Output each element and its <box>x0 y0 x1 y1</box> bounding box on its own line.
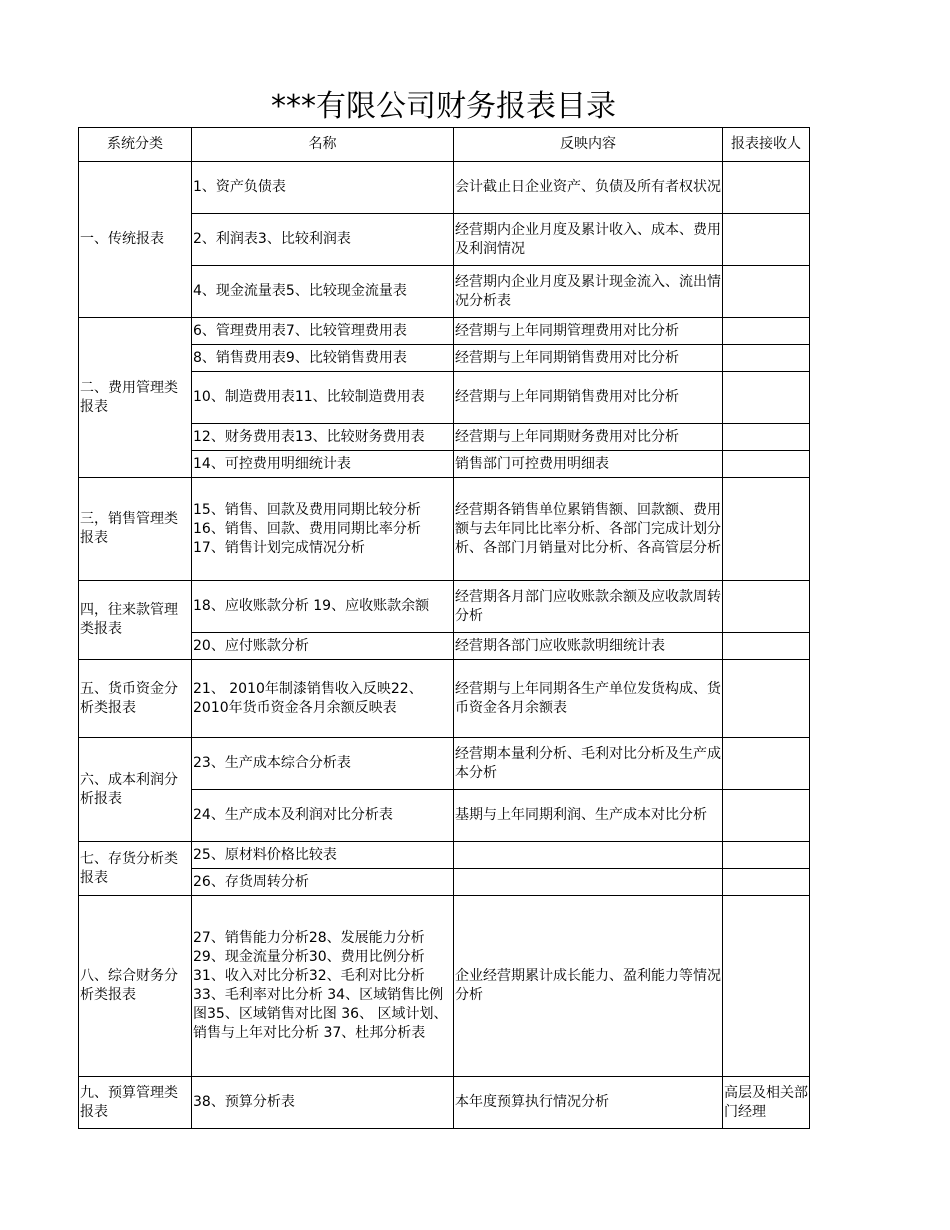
report-content-cell: 本年度预算执行情况分析 <box>454 1077 723 1129</box>
report-content-cell: 经营期各部门应收账款明细统计表 <box>454 633 723 660</box>
report-content-cell: 企业经营期累计成长能力、盈利能力等情况分析 <box>454 896 723 1077</box>
report-receiver-cell <box>723 162 810 214</box>
report-receiver-cell <box>723 581 810 633</box>
report-catalog-table <box>78 127 810 1129</box>
report-content-cell: 经营期与上年同期财务费用对比分析 <box>454 424 723 451</box>
report-name-cell: 12、财务费用表13、比较财务费用表 <box>192 424 454 451</box>
category-cell: 六、成本利润分析报表 <box>79 738 192 842</box>
report-name-cell: 38、预算分析表 <box>192 1077 454 1129</box>
category-cell: 八、综合财务分析类报表 <box>79 896 192 1077</box>
report-content-cell: 会计截止日企业资产、负债及所有者权状况 <box>454 162 723 214</box>
report-receiver-cell: 高层及相关部门经理 <box>723 1077 810 1129</box>
category-cell: 五、货币资金分析类报表 <box>79 660 192 738</box>
report-name-cell: 14、可控费用明细统计表 <box>192 451 454 478</box>
report-content-cell: 销售部门可控费用明细表 <box>454 451 723 478</box>
report-receiver-cell <box>723 424 810 451</box>
category-cell: 九、预算管理类报表 <box>79 1077 192 1129</box>
report-name-cell: 21、 2010年制漆销售收入反映22、 2010年货币资金各月余额反映表 <box>192 660 454 738</box>
report-receiver-cell <box>723 869 810 896</box>
report-receiver-cell <box>723 633 810 660</box>
report-receiver-cell <box>723 896 810 1077</box>
report-name-cell: 27、销售能力分析28、发展能力分析29、现金流量分析30、费用比例分析31、收入对比分析32、毛利对比分析33、毛利率对比分析 34、区域销售比例图35、区域销售对比图 36、 区域计划、销售与上年对比分析 37、杜邦分析表 <box>192 896 454 1077</box>
category-cell: 一、传统报表 <box>79 162 192 318</box>
report-content-cell: 经营期内企业月度及累计现金流入、流出情况分析表 <box>454 266 723 318</box>
report-receiver-cell <box>723 318 810 345</box>
report-content-cell: 经营期各月部门应收账款余额及应收款周转分析 <box>454 581 723 633</box>
category-cell: 三，销售管理类报表 <box>79 478 192 581</box>
report-content-cell: 基期与上年同期利润、生产成本对比分析 <box>454 790 723 842</box>
header-content: 反映内容 <box>454 128 723 162</box>
table-header-row <box>79 128 810 162</box>
report-name-cell: 8、销售费用表9、比较销售费用表 <box>192 345 454 372</box>
report-receiver-cell <box>723 478 810 581</box>
report-name-cell: 15、销售、回款及费用同期比较分析16、销售、回款、费用同期比率分析17、销售计划完成情况分析 <box>192 478 454 581</box>
report-name-cell: 4、现金流量表5、比较现金流量表 <box>192 266 454 318</box>
report-name-cell: 18、应收账款分析 19、应收账款余额 <box>192 581 454 633</box>
report-name-cell: 20、应付账款分析 <box>192 633 454 660</box>
category-cell: 二、费用管理类报表 <box>79 318 192 478</box>
table-row <box>79 660 810 738</box>
report-receiver-cell <box>723 842 810 869</box>
header-category: 系统分类 <box>79 128 192 162</box>
report-name-cell: 6、管理费用表7、比较管理费用表 <box>192 318 454 345</box>
report-content-cell: 经营期本量利分析、毛利对比分析及生产成本分析 <box>454 738 723 790</box>
report-receiver-cell <box>723 451 810 478</box>
report-name-cell: 2、利润表3、比较利润表 <box>192 214 454 266</box>
table-row <box>79 162 810 214</box>
table-row <box>79 478 810 581</box>
report-receiver-cell <box>723 345 810 372</box>
table-row <box>79 896 810 1077</box>
report-name-cell: 25、原材料价格比较表 <box>192 842 454 869</box>
report-content-cell: 经营期与上年同期销售费用对比分析 <box>454 372 723 424</box>
category-cell: 四，往来款管理类报表 <box>79 581 192 660</box>
page-title: ***有限公司财务报表目录 <box>271 89 616 124</box>
report-receiver-cell <box>723 738 810 790</box>
table-row <box>79 1077 810 1129</box>
table-row <box>79 581 810 633</box>
report-content-cell: 经营期各销售单位累销售额、回款额、费用额与去年同比比率分析、各部门完成计划分析、各部门月销量对比分析、各高管层分析 <box>454 478 723 581</box>
report-name-cell: 23、生产成本综合分析表 <box>192 738 454 790</box>
table-row <box>79 318 810 345</box>
report-content-cell: 经营期与上年同期各生产单位发货构成、货币资金各月余额表 <box>454 660 723 738</box>
report-receiver-cell <box>723 790 810 842</box>
report-name-cell: 10、制造费用表11、比较制造费用表 <box>192 372 454 424</box>
report-receiver-cell <box>723 214 810 266</box>
table-row <box>79 842 810 869</box>
report-name-cell: 24、生产成本及利润对比分析表 <box>192 790 454 842</box>
table-row <box>79 738 810 790</box>
report-name-cell: 26、存货周转分析 <box>192 869 454 896</box>
category-cell: 七、存货分析类报表 <box>79 842 192 896</box>
report-name-cell: 1、资产负债表 <box>192 162 454 214</box>
report-receiver-cell <box>723 372 810 424</box>
report-content-cell: 经营期与上年同期管理费用对比分析 <box>454 318 723 345</box>
report-content-cell <box>454 869 723 896</box>
header-receiver: 报表接收人 <box>723 128 810 162</box>
report-content-cell <box>454 842 723 869</box>
report-content-cell: 经营期与上年同期销售费用对比分析 <box>454 345 723 372</box>
report-receiver-cell <box>723 660 810 738</box>
report-content-cell: 经营期内企业月度及累计收入、成本、费用及利润情况 <box>454 214 723 266</box>
header-name: 名称 <box>192 128 454 162</box>
report-receiver-cell <box>723 266 810 318</box>
